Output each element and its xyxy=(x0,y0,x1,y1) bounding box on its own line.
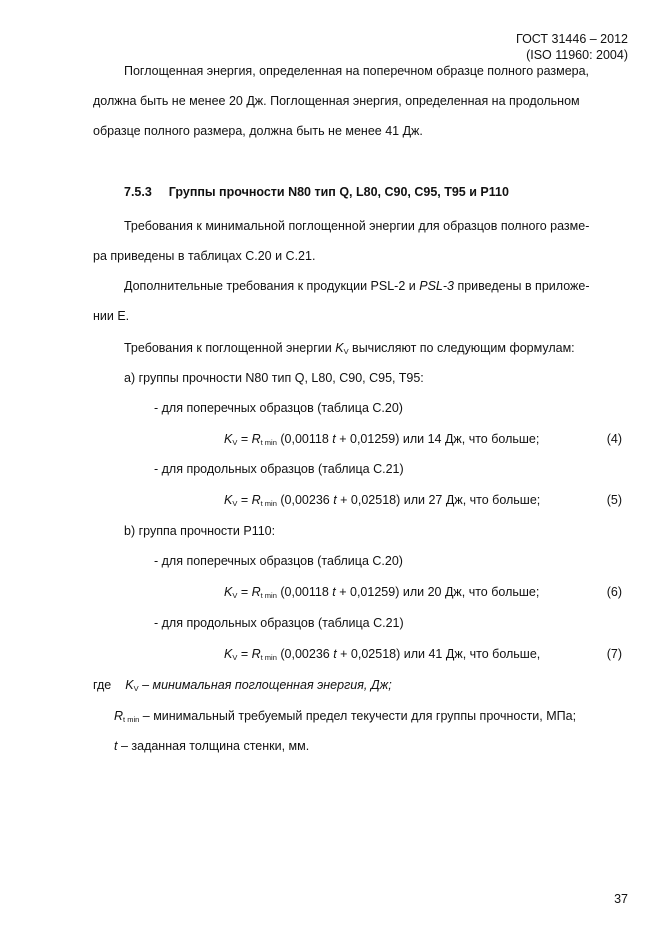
where-r: R xyxy=(114,709,124,723)
formula-number-6: (6) xyxy=(606,585,622,599)
section-title: Группы прочности N80 тип Q, L80, C90, C95, T95 и Р110 xyxy=(168,185,509,199)
formula-eq: = xyxy=(237,493,252,507)
formula-coef2: + 0,02518) или 41 Дж, что больше, xyxy=(336,647,541,661)
formula-t: t xyxy=(333,493,337,507)
list-item-b: b) группа прочности Р110: xyxy=(124,524,276,538)
where-label: где xyxy=(93,678,112,692)
intro-line-1: Поглощенная энергия, определенная на поперечном образце полного размера, xyxy=(124,64,590,78)
formula-r: R xyxy=(251,647,261,661)
kv-subscript: V xyxy=(343,347,349,356)
rt-definition: – минимальный требуемый предел текучести для группы прочности, МПа; xyxy=(139,709,577,723)
list-item-b-longitudinal: - для продольных образцов (таблица С.21) xyxy=(154,616,404,630)
para2-line-1 xyxy=(124,279,589,294)
formula-coef2: + 0,02518) или 27 Дж, что больше; xyxy=(336,493,541,507)
formula-coef1: (0,00118 xyxy=(276,585,333,599)
formula-coef2: + 0,01259) или 20 Дж, что больше; xyxy=(335,585,540,599)
intro-line-3: образце полного размера, должна быть не менее 41 Дж. xyxy=(93,124,423,138)
formula-6 xyxy=(224,585,539,600)
formula-coef1: (0,00236 xyxy=(276,493,334,507)
section-number: 7.5.3 xyxy=(124,185,152,199)
iso-reference: (ISO 11960: 2004) xyxy=(526,48,628,62)
list-item-a-transverse: - для поперечных образцов (таблица С.20) xyxy=(154,401,403,415)
kv-symbol: K xyxy=(335,341,344,355)
formula-eq: = xyxy=(237,647,252,661)
formula-v: V xyxy=(232,499,238,508)
where-v: V xyxy=(133,684,139,693)
formula-t: t xyxy=(332,585,336,599)
formula-v: V xyxy=(232,591,238,600)
para1-line-2: ра приведены в таблицах С.20 и С.21. xyxy=(93,249,316,263)
formula-r: R xyxy=(251,585,261,599)
where-t-symbol: t xyxy=(114,739,118,753)
formula-v: V xyxy=(232,653,238,662)
formula-number-5: (5) xyxy=(606,493,622,507)
where-rt xyxy=(114,709,576,724)
formula-eq: = xyxy=(237,432,252,446)
para3-text-b: вычисляют по следующим формулам: xyxy=(348,341,575,355)
para1-line-1: Требования к минимальной поглощенной энергии для образцов полного разме- xyxy=(124,219,590,233)
para2-line-2: нии Е. xyxy=(93,309,130,323)
formula-t: t xyxy=(333,647,337,661)
list-item-a: a) группы прочности N80 тип Q, L80, C90, C95, T95: xyxy=(124,371,424,385)
list-item-a-longitudinal: - для продольных образцов (таблица С.21) xyxy=(154,462,404,476)
document-code: ГОСТ 31446 – 2012 xyxy=(516,32,628,46)
where-tmin: t min xyxy=(123,715,140,724)
para3-text-a: Требования к поглощенной энергии xyxy=(124,341,336,355)
formula-eq: = xyxy=(237,585,252,599)
formula-t: t xyxy=(332,432,336,446)
kv-definition: – минимальная поглощенная энергия, Дж; xyxy=(138,678,392,692)
t-definition: – заданная толщина стенки, мм. xyxy=(117,739,310,753)
formula-tmin: t min xyxy=(260,591,277,600)
formula-number-4: (4) xyxy=(606,432,622,446)
list-item-b-transverse: - для поперечных образцов (таблица С.20) xyxy=(154,554,403,568)
formula-k: K xyxy=(224,493,233,507)
formula-5 xyxy=(224,493,540,508)
where-kv xyxy=(93,678,392,693)
formula-tmin: t min xyxy=(260,653,277,662)
psl3-label: PSL-3 xyxy=(419,279,454,293)
page-number: 37 xyxy=(614,892,628,906)
where-t xyxy=(114,739,309,754)
formula-tmin: t min xyxy=(260,438,277,447)
formula-4 xyxy=(224,432,539,447)
formula-coef1: (0,00118 xyxy=(276,432,333,446)
intro-line-2: должна быть не менее 20 Дж. Поглощенная энергия, определенная на продольном xyxy=(93,94,580,108)
formula-7 xyxy=(224,647,540,662)
formula-v: V xyxy=(232,438,238,447)
where-k: K xyxy=(125,678,134,692)
section-heading xyxy=(124,185,509,200)
formula-tmin: t min xyxy=(260,499,277,508)
formula-r: R xyxy=(251,493,261,507)
formula-k: K xyxy=(224,585,233,599)
formula-k: K xyxy=(224,647,233,661)
formula-k: K xyxy=(224,432,233,446)
para2-text-b: приведены в приложе- xyxy=(453,279,590,293)
para2-text-a: Дополнительные требования к продукции PSL-2 и xyxy=(124,279,420,293)
formula-coef1: (0,00236 xyxy=(276,647,334,661)
formula-number-7: (7) xyxy=(606,647,622,661)
formula-coef2: + 0,01259) или 14 Дж, что больше; xyxy=(335,432,540,446)
para3-line xyxy=(124,341,575,356)
formula-r: R xyxy=(251,432,261,446)
